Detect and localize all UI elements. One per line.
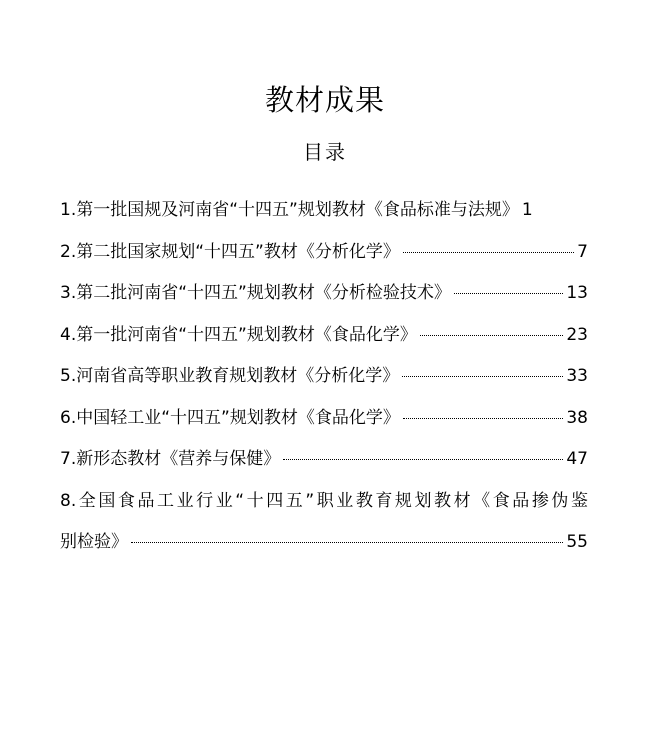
toc-entry-6[interactable] [60,402,588,444]
toc-entry-title: 2.第二批国家规划“十四五”教材《分析化学》 [60,241,400,262]
toc-entry-7[interactable] [60,443,588,485]
toc-entry-page: 1 [521,200,533,220]
toc-entry-5[interactable] [60,360,588,402]
toc-entry-page: 13 [566,283,588,303]
toc-entry-title: 7.新形态教材《营养与保健》 [60,449,281,469]
toc-entry-page: 47 [566,449,588,469]
toc-entry-page: 7 [577,241,588,262]
toc-leader-dots [403,252,574,253]
toc-entry-4[interactable] [60,319,588,361]
toc-entry-title: 6.中国轻工业“十四五”规划教材《食品化学》 [60,407,400,428]
page-title: 教材成果 [264,83,385,117]
toc-entry-title: 4.第一批河南省“十四五”规划教材《食品化学》 [60,324,417,345]
toc-entry-title-line1: 8.全国食品工业行业“十四五”职业教育规划教材《食品掺伪鉴 [60,490,588,511]
table-of-contents [60,194,588,568]
toc-entry-page: 33 [566,366,588,386]
toc-entry-title: 5.河南省高等职业教育规划教材《分析化学》 [60,366,400,386]
toc-entry-title: 1.第一批国规及河南省“十四五”规划教材《食品标准与法规》 [60,200,519,220]
toc-leader-dots [454,293,564,294]
toc-entry-page: 23 [566,324,588,345]
toc-entry-1[interactable] [60,194,588,236]
toc-leader-dots [131,542,563,543]
toc-leader-dots [283,459,563,460]
toc-entry-page: 38 [566,407,588,428]
toc-entry-title: 3.第二批河南省“十四五”规划教材《分析检验技术》 [60,283,451,303]
toc-entry-page: 55 [566,532,588,552]
toc-entry-8-continuation [60,526,588,568]
toc-entry-8[interactable] [60,485,588,568]
toc-entry-2[interactable] [60,236,588,278]
toc-entry-3[interactable] [60,277,588,319]
toc-leader-dots [420,335,564,336]
toc-entry-title-line2: 别检验》 [60,532,128,552]
toc-heading: 目录 [303,140,347,164]
toc-leader-dots [403,418,564,419]
toc-leader-dots [402,376,563,377]
